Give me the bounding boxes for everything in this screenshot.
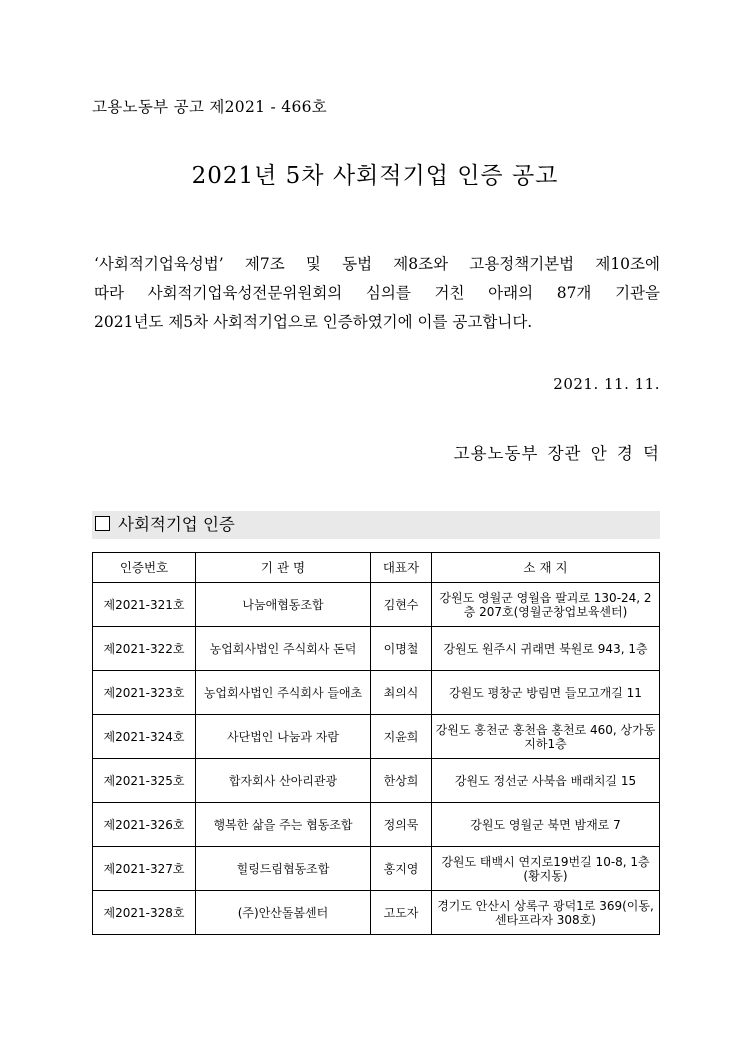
cell-org-name: 행복한 삶을 주는 협동조합	[196, 803, 371, 847]
table-header-row	[93, 553, 660, 583]
page-title: 2021년 5차 사회적기업 인증 공고	[191, 163, 559, 189]
cell-address: 강원도 원주시 귀래면 북원로 943, 1층	[432, 627, 660, 671]
notice-number: 고용노동부 공고 제2021 - 466호	[92, 98, 328, 116]
cell-address: 강원도 영월군 영월읍 팔괴로 130-24, 2층 207호(영월군창업보육센터)	[432, 583, 660, 627]
cell-representative: 고도자	[371, 891, 432, 935]
cell-address: 강원도 홍천군 홍천읍 홍천로 460, 상가동 지하1층	[432, 715, 660, 759]
table-row	[93, 671, 660, 715]
table-row	[93, 715, 660, 759]
cell-org-name: 나눔애협동조합	[196, 583, 371, 627]
cell-representative: 최의식	[371, 671, 432, 715]
cell-cert-number: 제2021-324호	[93, 715, 196, 759]
cell-address: 강원도 정선군 사북읍 배래치길 15	[432, 759, 660, 803]
body-line-3: 2021년도 제5차 사회적기업으로 인증하였기에 이를 공고합니다.	[94, 313, 533, 331]
table-row	[93, 627, 660, 671]
cell-org-name: 사단법인 나눔과 자람	[196, 715, 371, 759]
cell-org-name: 힐링드림협동조합	[196, 847, 371, 891]
header-address: 소 재 지	[432, 553, 660, 583]
section-title: 사회적기업 인증	[118, 515, 235, 534]
cell-address: 강원도 태백시 연지로19번길 10-8, 1층(황지동)	[432, 847, 660, 891]
notice-date: 2021. 11. 11.	[553, 375, 660, 393]
cell-cert-number: 제2021-325호	[93, 759, 196, 803]
cell-address: 강원도 평창군 방림면 들모고개길 11	[432, 671, 660, 715]
cell-cert-number: 제2021-321호	[93, 583, 196, 627]
header-org-name: 기 관 명	[196, 553, 371, 583]
table-row	[93, 847, 660, 891]
header-representative: 대표자	[371, 553, 432, 583]
cell-address: 강원도 영월군 북면 밤재로 7	[432, 803, 660, 847]
certification-table	[92, 552, 660, 935]
cell-representative: 이명철	[371, 627, 432, 671]
cell-cert-number: 제2021-327호	[93, 847, 196, 891]
cell-cert-number: 제2021-322호	[93, 627, 196, 671]
cell-representative: 지윤희	[371, 715, 432, 759]
table-row	[93, 583, 660, 627]
cell-representative: 김현수	[371, 583, 432, 627]
cell-representative: 한상희	[371, 759, 432, 803]
cell-org-name: (주)안산돌봄센터	[196, 891, 371, 935]
cell-cert-number: 제2021-326호	[93, 803, 196, 847]
cell-cert-number: 제2021-328호	[93, 891, 196, 935]
table-row	[93, 891, 660, 935]
cell-cert-number: 제2021-323호	[93, 671, 196, 715]
cell-address: 경기도 안산시 상록구 광덕1로 369(이동, 센타프라자 308호)	[432, 891, 660, 935]
signer: 고용노동부 장관 안 경 덕	[453, 444, 660, 463]
notice-body	[94, 250, 660, 337]
table-row	[93, 759, 660, 803]
table-row	[93, 803, 660, 847]
cell-org-name: 농업회사법인 주식회사 들애초	[196, 671, 371, 715]
body-line-2: 따라 사회적기업육성전문위원회의 심의를 거친 아래의 87개 기관을	[94, 284, 660, 302]
cell-org-name: 합자회사 산아리관광	[196, 759, 371, 803]
cell-representative: 정의묵	[371, 803, 432, 847]
body-line-1: ‘사회적기업육성법’ 제7조 및 동법 제8조와 고용정책기본법 제10조에	[94, 255, 660, 273]
cell-representative: 홍지영	[371, 847, 432, 891]
section-header	[92, 511, 660, 539]
header-cert-number: 인증번호	[93, 553, 196, 583]
checkbox-square-icon	[95, 516, 110, 531]
cell-org-name: 농업회사법인 주식회사 돈덕	[196, 627, 371, 671]
